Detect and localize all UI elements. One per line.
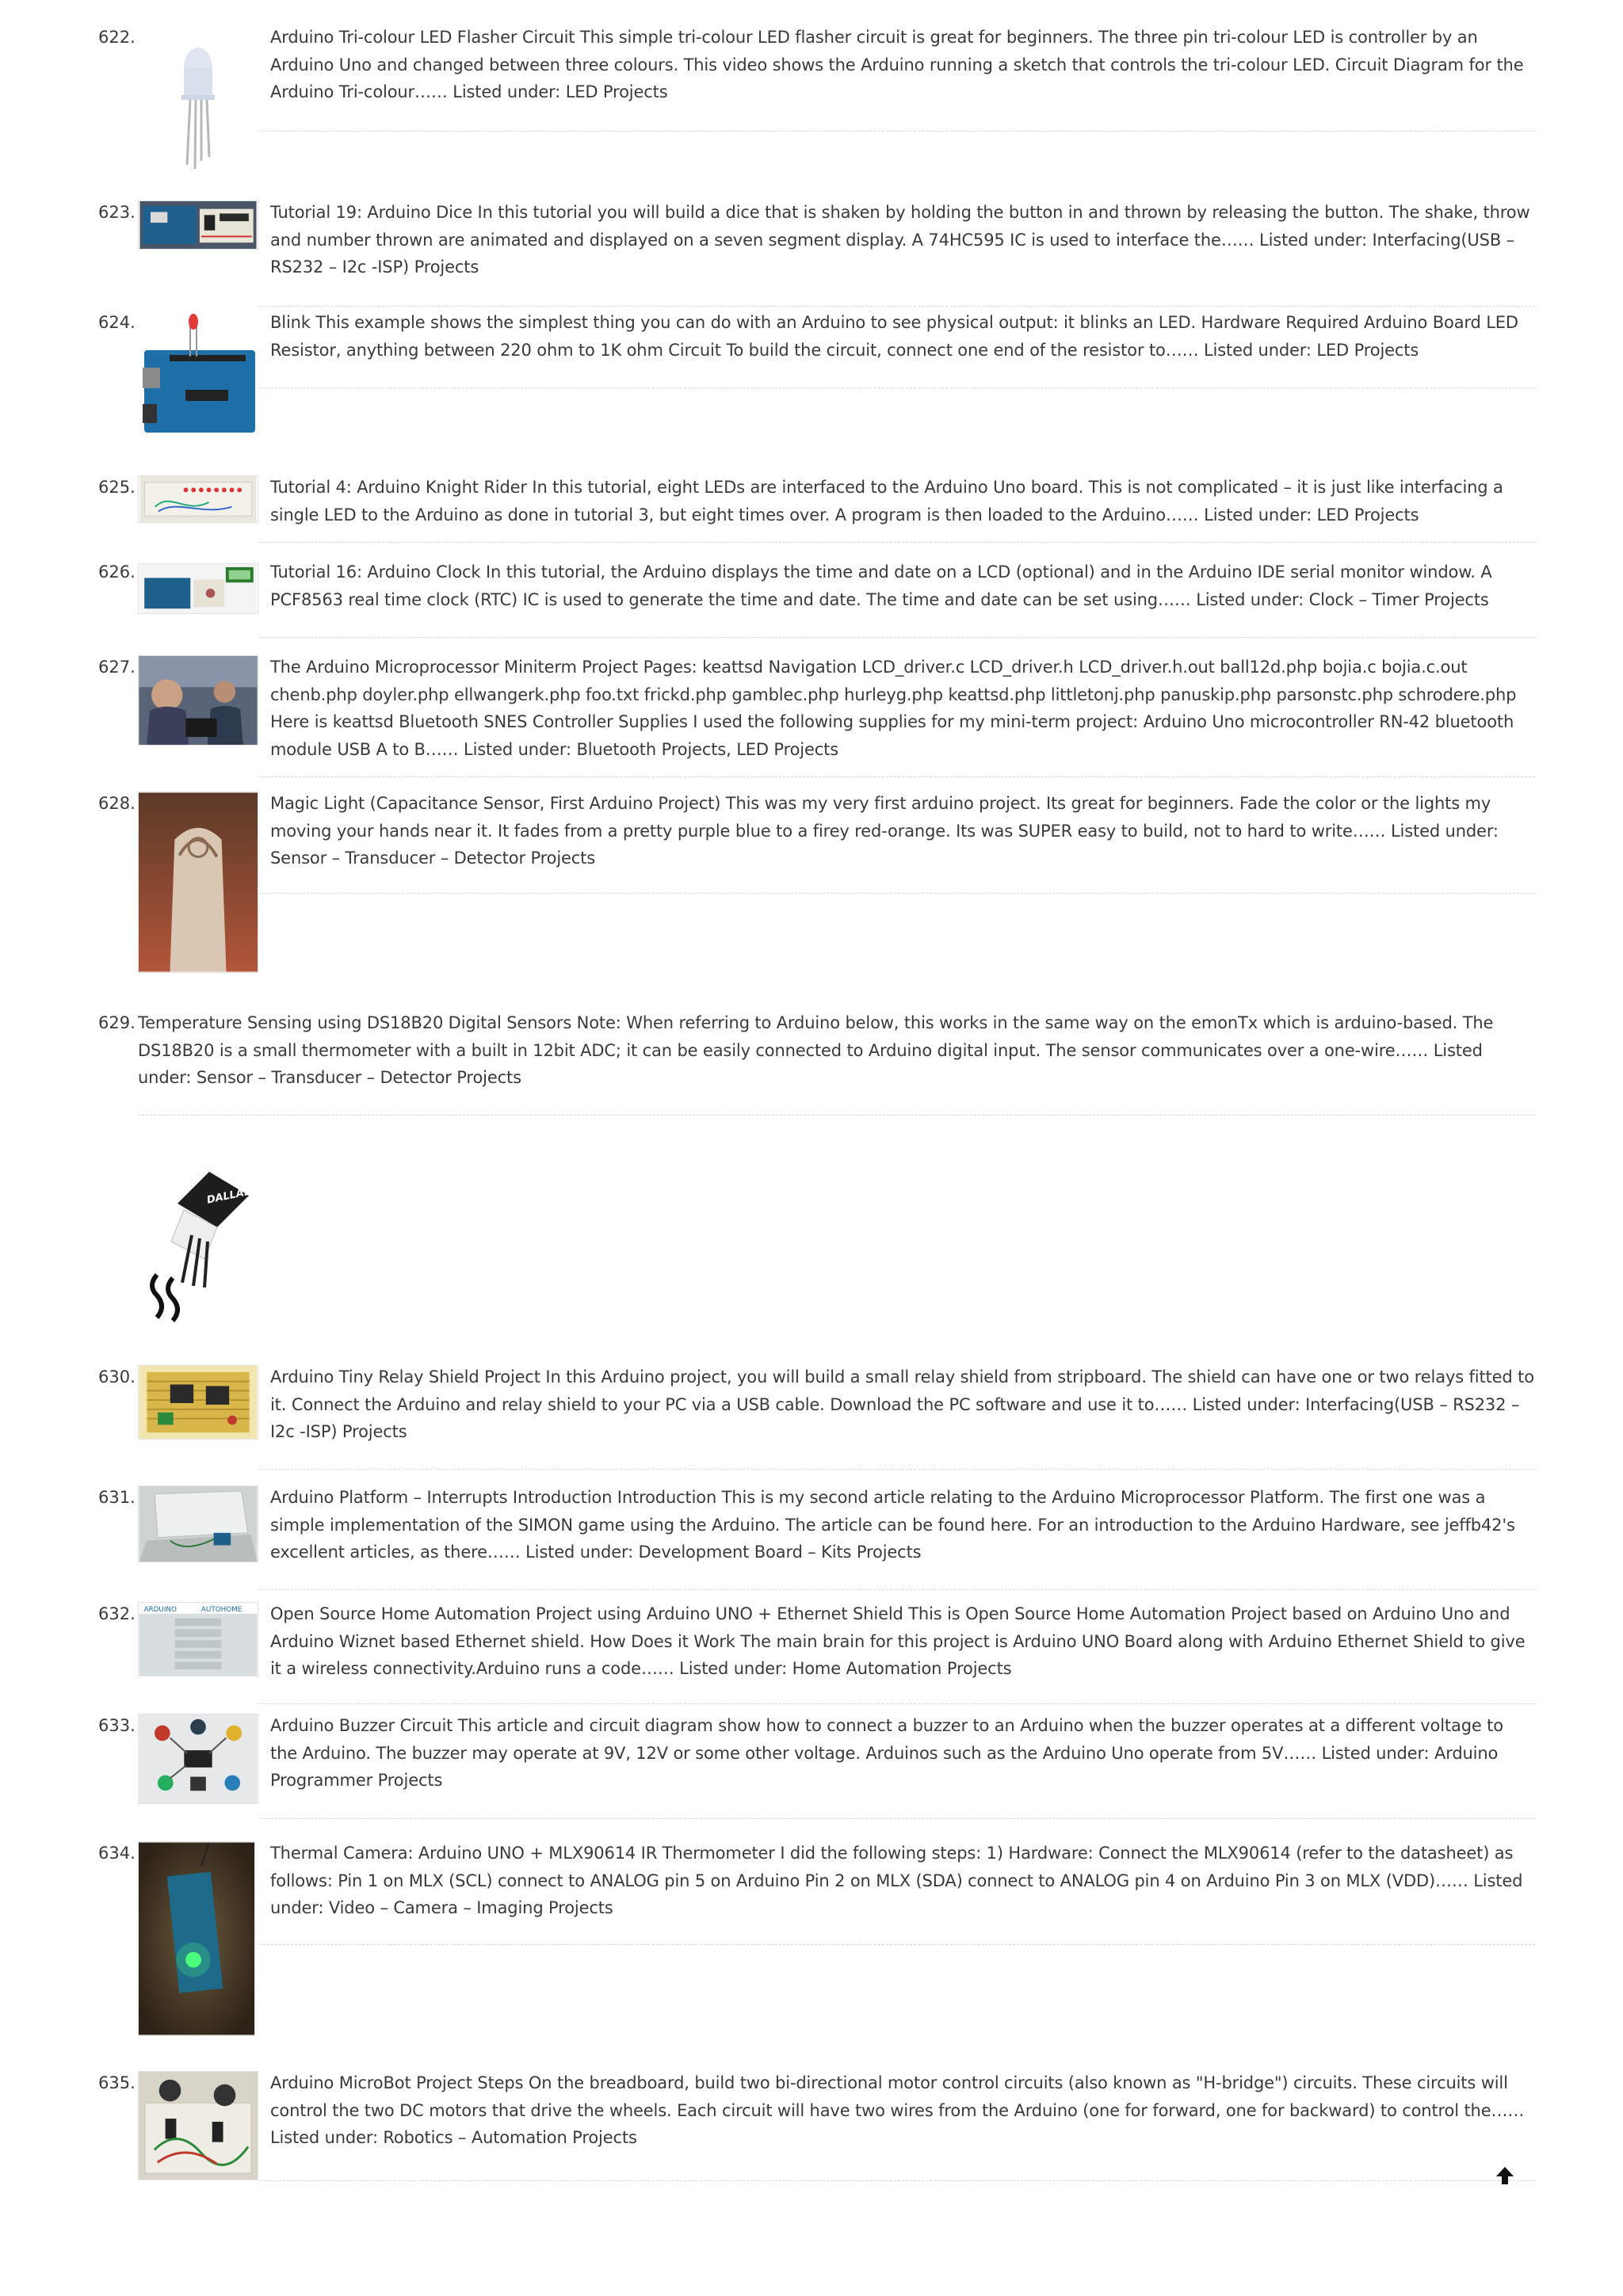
automation-logo-left: ARDUINO (143, 1605, 177, 1614)
separator (259, 1944, 1535, 1945)
separator (259, 1703, 1535, 1704)
separator (259, 893, 1535, 894)
dallas-logo-text: DALLAS (205, 1185, 253, 1207)
dice-breadboard-image[interactable] (138, 200, 258, 250)
separator (259, 1818, 1535, 1819)
item-number: 627. (98, 658, 136, 677)
item-description[interactable]: Magic Light (Capacitance Sensor, First Arduino Project) This was my very first arduino project. Its great for beginners. Fade the color or the lights my moving your hands near it. It fades from a pretty purple blue to a firey red-orange. Its was SUPER easy to build, not to hard to write…… Listed under: Sensor – Transducer – Detector Projects (270, 794, 1499, 868)
item-description[interactable]: The Arduino Microprocessor Miniterm Project Pages: keattsd Navigation LCD_driver.c LCD_driver.h LCD_driver.h.out ball12d.php bojia.c bojia.c.out chenb.php doyler.php ellwangerk.php foo.txt frickd.php gamblec.php hurleyg.php keattsd.php littletonj.php panuskip.php parsonstc.php schrodere.php Here is keattsd Bluetooth SNES Controller Supplies I used the following supplies for my mini-term project: Arduino Uno microcontroller RN-42 bluetooth module USB A to B…… Listed under: Bluetooth Projects, LED Projects (270, 658, 1517, 759)
item-number: 626. (98, 563, 136, 582)
separator (138, 1115, 1535, 1116)
item-number: 635. (98, 2073, 136, 2092)
item-description[interactable]: Arduino Platform – Interrupts Introduction Introduction This is my second article relating to the Arduino Microprocessor Platform. The first one was a simple implementation of the SIMON game using the Arduino. The article can be found here. For an introduction to the Arduino Hardware, see jeffb42's excellent articles, as there…… Listed under: Development Board – Kits Projects (270, 1488, 1515, 1562)
separator (259, 1589, 1535, 1590)
separator (259, 1469, 1535, 1470)
item-number: 634. (98, 1844, 136, 1863)
item-description[interactable]: Arduino Tri-colour LED Flasher Circuit This simple tri-colour LED flasher circuit is great for beginners. The three pin tri-colour LED is controller by an Arduino Uno and changed between three colours. This video shows the Arduino running a sketch that controls the tri-colour LED. Circuit Diagram for the Arduino Tri-colour…… Listed under: LED Projects (270, 28, 1524, 101)
item-number: 625. (98, 478, 136, 497)
item-description[interactable]: Arduino MicroBot Project Steps On the breadboard, build two bi-directional motor control circuits (also known as "H-bridge") circuits. These circuits will control the two DC motors that drive the wheels. Each circuit will have two wires from the Arduino (one for forward, one for backward) to control the…… Listed under: Robotics – Automation Projects (270, 2073, 1525, 2147)
automation-ui-image[interactable] (138, 1602, 258, 1676)
students-lab-photo[interactable] (138, 655, 258, 746)
arrow-up-icon[interactable] (1495, 2165, 1515, 2186)
item-description[interactable]: Blink This example shows the simplest thing you can do with an Arduino to see physical output: it blinks an LED. Hardware Required Arduino Board LED Resistor, anything between 220 ohm to 1K ohm Circuit To build the circuit, connect one end of the resistor to…… Listed under: LED Projects (270, 313, 1518, 360)
relay-shield-image[interactable] (138, 1365, 258, 1440)
item-number: 633. (98, 1716, 136, 1735)
knight-rider-breadboard-image[interactable] (138, 475, 258, 523)
item-description[interactable]: Arduino Tiny Relay Shield Project In this Arduino project, you will build a small relay shield from stripboard. The shield can have one or two relays fitted to it. Connect the Arduino and relay shield to your PC via a USB cable. Download the PC software and use it to…… Listed under: Interfacing(USB – RS232 – I2c -ISP) Projects (270, 1367, 1534, 1441)
laptop-arduino-photo[interactable] (138, 1486, 258, 1562)
item-description[interactable]: Thermal Camera: Arduino UNO + MLX90614 IR Thermometer I did the following steps: 1) Hardware: Connect the MLX90614 (refer to the datasheet) as follows: Pin 1 on MLX (SCL) connect to ANALOG pin 5 on Arduino Pin 2 on MLX (SDA) connect to ANALOG pin 4 on Arduino Pin 3 on MLX (VDD)…… Listed under: Video – Camera – Imaging Projects (270, 1844, 1523, 1917)
item-description[interactable]: Arduino Buzzer Circuit This article and circuit diagram show how to connect a buzzer to an Arduino when the buzzer operates at a different voltage to the Arduino. The buzzer may operate at 9V, 12V or some other voltage. Arduinos such as the Arduino Uno operate from 5V…… Listed under: Arduino Programmer Projects (270, 1716, 1503, 1790)
item-description[interactable]: Open Source Home Automation Project using Arduino UNO + Ethernet Shield This is Open Source Home Automation Project based on Arduino Uno and Arduino Wiznet based Ethernet shield. How Does it Work The main brain for this project is Arduino UNO Board along with Arduino Ethernet Shield to give it a wireless connectivity.Arduino runs a code…… Listed under: Home Automation Projects (270, 1604, 1526, 1678)
separator (259, 2180, 1535, 2181)
item-number: 623. (98, 203, 136, 222)
separator (259, 306, 1535, 307)
thermal-camera-photo[interactable] (138, 1841, 255, 2036)
item-description[interactable]: Tutorial 4: Arduino Knight Rider In this tutorial, eight LEDs are interfaced to the Arduino Uno board. This is not complicated – it is just like interfacing a single LED to the Arduino as done in tutorial 3, but eight times over. A program is then loaded to the Arduino…… Listed under: LED Projects (270, 478, 1503, 524)
item-description[interactable]: Tutorial 16: Arduino Clock In this tutorial, the Arduino displays the time and date on a LCD (optional) and in the Arduino IDE serial monitor window. A PCF8563 real time clock (RTC) IC is used to generate the time and date. The time and date can be set using…… Listed under: Clock – Timer Projects (270, 563, 1492, 609)
separator (259, 776, 1535, 777)
item-description[interactable]: Tutorial 19: Arduino Dice In this tutorial you will build a dice that is shaken by holding the button in and thrown by releasing the button. The shake, throw and number thrown are animated and displayed on a seven segment display. A 74HC595 IC is used to interface the…… Listed under: Interfacing(USB – RS232 – I2c -ISP) Projects (270, 203, 1530, 277)
buzzer-components-image[interactable] (138, 1714, 258, 1804)
item-number: 622. (98, 28, 136, 47)
microbot-breadboard-image[interactable] (138, 2071, 258, 2180)
magic-light-photo[interactable] (138, 791, 258, 973)
item-number: 629. (98, 1013, 136, 1032)
item-number: 632. (98, 1604, 136, 1623)
arduino-board-led-image[interactable] (138, 311, 258, 439)
separator (259, 131, 1535, 132)
clock-lcd-image[interactable] (138, 563, 258, 614)
separator (259, 542, 1535, 543)
automation-logo-right: AUTOHOME (200, 1605, 242, 1614)
tri-colour-led-icon[interactable] (138, 30, 258, 169)
item-description[interactable]: Temperature Sensing using DS18B20 Digital Sensors Note: When referring to Arduino below, this works in the same way on the emonTx which is arduino-based. The DS18B20 is a small thermometer with a built in 12bit ADC; it can be easily connected to Arduino digital input. The sensor communicates over a one-wire…… Listed under: Sensor – Transducer – Detector Projects (138, 1013, 1494, 1087)
ds18b20-sensor-image[interactable] (138, 1148, 258, 1346)
item-number: 631. (98, 1488, 136, 1507)
separator (259, 637, 1535, 638)
item-number: 624. (98, 313, 136, 332)
item-number: 628. (98, 794, 136, 813)
separator (259, 387, 1535, 388)
item-number: 630. (98, 1367, 136, 1386)
